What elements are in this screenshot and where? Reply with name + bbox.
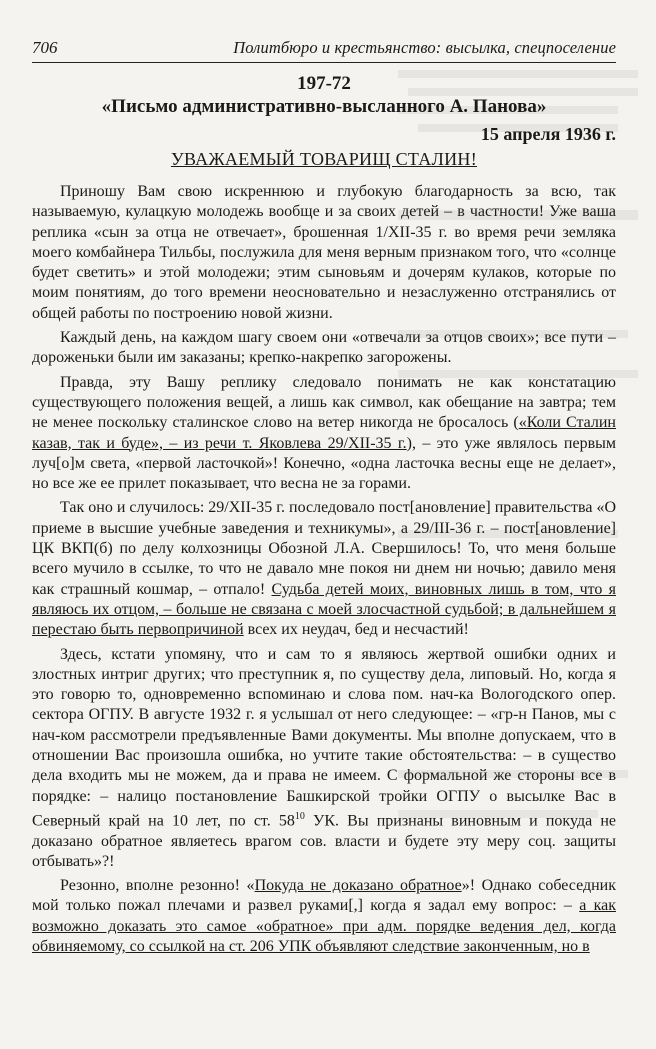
paragraph-6-underlined-2: а как возможно доказать это самое «обратное» при адм. порядке ведения дел, когда обвиняемому, со ссылкой на ст. 206 УПК объявляют следствие законченным, но в (32, 897, 617, 956)
running-title: Политбюро и крестьянство: высылка, спецпоселение (233, 38, 616, 57)
paragraph-3-text-b: ), – это уже являлось первым луч[о]м света, «первой ласточкой»! Конечно, «одна ласточка весны еще не делает», но все же ее прилет показывает, что весна не за горами. (32, 434, 616, 493)
salutation: УВАЖАЕМЫЙ ТОВАРИЩ СТАЛИН! (170, 149, 478, 169)
page-number: 706 (32, 38, 58, 57)
running-header (32, 38, 616, 63)
paragraph-3 (32, 373, 616, 495)
paragraph-6-text-b: »! Однако собеседник мой только пожал плечами и развел руками[,] когда я задал ему вопрос: – (32, 877, 617, 915)
paragraph-5-superscript: 10 (294, 810, 305, 822)
paragraph-4-text-b: всех их неудач, бед и несчастий! (243, 621, 469, 639)
paragraph-4-underlined: Судьба детей моих, виновных лишь в том, что я являюсь их отцом, – больше не связана с моей злосчастной судьбой; в дальнейшем я перестаю быть первопричиной (32, 580, 616, 639)
book-page (32, 38, 616, 961)
paragraph-4 (32, 498, 616, 640)
document-date: 15 апреля 1936 г. (480, 124, 616, 144)
paragraph-5-text-a: Здесь, кстати упомяну, что и сам то я являюсь жертвой ошибки одних и злостных интриг других; что преступник я, по существу дела, липовый. Но, когда я это говорю то, одновременно вспоминаю и слова пом. нач-ка Вологодского опер. сектора ОГПУ. В августе 1932 г. я услышал от него следующее: – «гр-н Панов, мы с нач-ком рассмотрели предъявленные Вами документы. Мы вполне допускаем, что в отношении Вас произошла ошибка, но учтите такие обстоятельства: – в существо дела входить мы не можем, да и права не имеем. С формальной же стороны все в порядке: – налицо постановление Башкирской тройки ОГПУ о высылке Вас в Северный край на 10 лет, по ст. 58 (32, 645, 616, 830)
paragraph-5-text-b: УК. Вы признаны виновным и покуда не доказано обратное являетесь врагом сов. власти и будете эту меру соц. защиты отбывать»?! (32, 812, 616, 870)
paragraph-3-text-a: Правда, эту Вашу реплику следовало понимать не как констатацию существующего положения вещей, а лишь как символ, как обещание на завтра; тем не менее поскольку сталинское слово на ветер никогда не бросалось ( (32, 373, 616, 432)
paragraph-4-text-a: Так оно и случилось: 29/XII-35 г. последовало пост[ановление] правительства «О приеме в высшие учебные заведения и техникумы», а 29/III-36 г. – пост[ановление] ЦК ВКП(б) по делу колхозницы Обозной Л.А. Свершилось! То, что меня больше всего мучило в ссылке, то что не давало мне покоя ни днем ни ночью; давило меня как страшный кошмар, – отпало! (32, 499, 616, 598)
paragraph-6 (32, 876, 616, 957)
paragraph-6-text-a: Резонно, вполне резонно! « (60, 877, 255, 895)
paragraph-5 (32, 645, 616, 873)
paragraph-2: Каждый день, на каждом шагу своем они «отвечали за отцов своих»; все пути – дороженьки были им заказаны; крепко-накрепко загорожены. (32, 329, 616, 367)
document-title: «Письмо административно-высланного А. Панова» (101, 96, 547, 117)
paragraph-6-underlined-1: Покуда не доказано обратное (254, 877, 462, 895)
paragraph-3-underlined-quote: «Коли Сталин казав, так и буде», – из речи т. Яковлева 29/XII-35 г. (32, 414, 616, 452)
document-number: 197-72 (297, 73, 351, 94)
paragraph-1: Приношу Вам свою искреннюю и глубокую благодарность за всю, так называемую, кулацкую молодежь вообще и за своих детей – в частности! Уже ваша реплика «сын за отца не отвечает», брошенная 1/XII-35 г. во время речи земляка моего комбайнера Тильбы, послужила для меня верным признаком того, что «солнце будет светить» и этой молодежи; этим сыновьям и дочерям кулаков, которые по моим понятиям, до того времени неосновательно и незаслуженно отстранялись от общей работы по построению новой жизни. (32, 183, 616, 322)
